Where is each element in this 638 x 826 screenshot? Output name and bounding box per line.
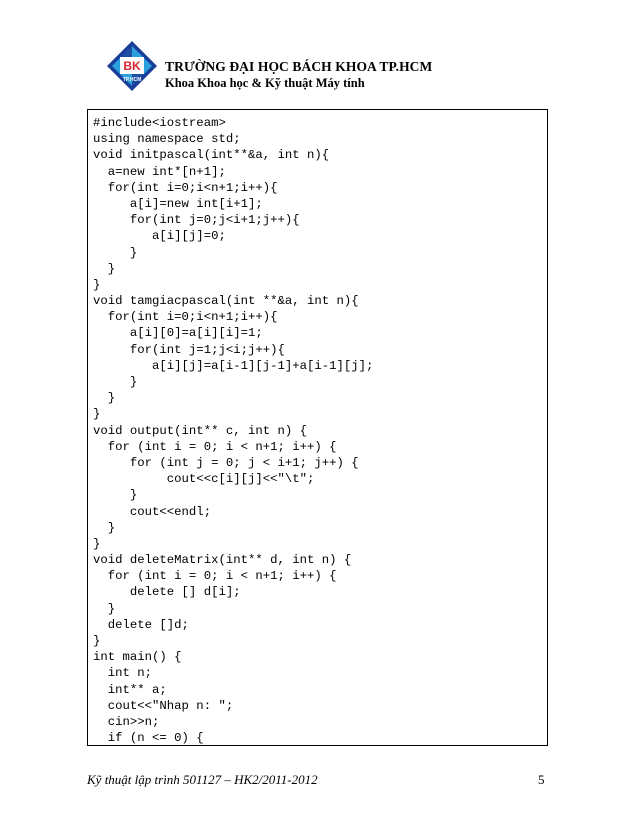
page-number: 5 [538, 772, 545, 787]
code-line: delete []d; [93, 617, 189, 632]
code-line: int main() { [93, 650, 182, 665]
university-logo [106, 40, 158, 92]
faculty-name: Khoa Khoa học & Kỹ thuật Máy tính [165, 76, 365, 90]
code-line: } [93, 375, 138, 389]
code-line: a[i][0]=a[i][i]=1; [93, 326, 263, 341]
code-line: int n; [93, 666, 153, 681]
code-line: a[i][j]=0; [93, 229, 226, 244]
code-line: void deleteMatrix(int** d, int n) { [93, 553, 352, 568]
code-line: void initpascal(int**&a, int n){ [93, 148, 330, 163]
code-line: using namespace std; [93, 132, 241, 147]
university-name: TRƯỜNG ĐẠI HỌC BÁCH KHOA TP.HCM [165, 59, 433, 74]
code-line: cout<<endl; [93, 504, 212, 519]
code-line: cout<<c[i][j]<<"\t"; [93, 472, 315, 487]
code-line: for (int i = 0; i < n+1; i++) { [93, 439, 337, 454]
code-line: a[i][j]=a[i-1][j-1]+a[i-1][j]; [93, 358, 374, 373]
logo-text: BK [123, 59, 141, 73]
code-line: } [93, 407, 101, 422]
code-line: delete [] d[i]; [93, 585, 241, 600]
code-line: } [93, 601, 116, 616]
code-line: a=new int*[n+1]; [93, 164, 226, 179]
footer-course: Kỹ thuật lập trình 501127 – HK2/2011-2012 [87, 772, 318, 787]
code-listing-box [87, 109, 548, 746]
code-line: } [93, 245, 138, 260]
code-line: for(int i=0;i<n+1;i++){ [93, 310, 278, 325]
code-line: cin>>n; [93, 714, 160, 729]
code-line: } [93, 520, 116, 535]
code-line: for(int j=1;j<i;j++){ [93, 342, 285, 357]
code-listing [93, 115, 373, 746]
code-line: a[i]=new int[i+1]; [93, 196, 263, 211]
code-line: } [93, 261, 116, 276]
code-line: int** a; [93, 682, 167, 697]
code-line: if (n <= 0) { [93, 731, 204, 746]
code-line: } [93, 488, 138, 503]
code-line: for(int j=0;j<i+1;j++){ [93, 213, 300, 228]
code-line: } [93, 277, 101, 292]
code-line: } [93, 391, 116, 406]
code-line: void tamgiacpascal(int **&a, int n){ [93, 294, 359, 309]
code-line: for(int i=0;i<n+1;i++){ [93, 180, 278, 195]
code-line: for (int j = 0; j < i+1; j++) { [93, 455, 359, 470]
page-header [0, 0, 638, 110]
code-line: void output(int** c, int n) { [93, 423, 308, 438]
code-line: } [93, 536, 101, 551]
code-line: } [93, 634, 101, 648]
code-line: cout<<"Nhap n: "; [93, 698, 234, 713]
logo-subtext: TP.HCM [122, 77, 142, 83]
code-line: #include<iostream> [93, 116, 226, 130]
code-line: for (int i = 0; i < n+1; i++) { [93, 569, 337, 584]
